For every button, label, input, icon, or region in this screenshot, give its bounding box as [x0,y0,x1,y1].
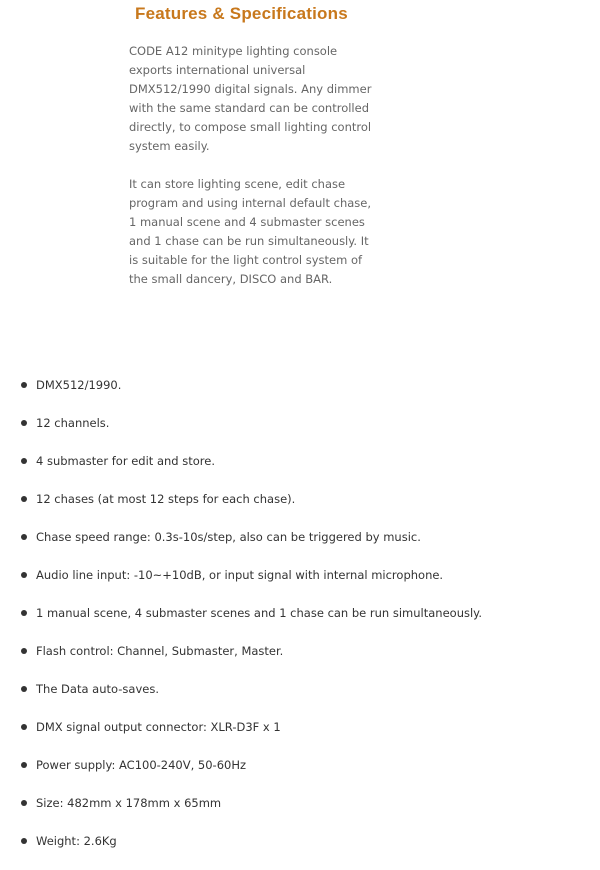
spec-item [0,680,482,718]
spec-text: 1 manual scene, 4 submaster scenes and 1 chase can be run simultaneously. [36,606,482,620]
page-title: Features & Specifications [135,4,348,23]
bullet-icon [21,762,27,768]
bullet-icon [21,648,27,654]
bullet-icon [21,496,27,502]
spec-item [0,642,482,680]
spec-item [0,376,482,414]
bullet-icon [21,534,27,540]
intro-line: system easily. [129,139,210,153]
intro-line: DMX512/1990 digital signals. Any dimmer [129,82,372,96]
spec-text: Audio line input: -10~+10dB, or input signal with internal microphone. [36,568,444,582]
spec-text: Chase speed range: 0.3s-10s/step, also can be triggered by music. [36,530,421,544]
spec-text: Flash control: Channel, Submaster, Master. [36,644,284,658]
bullet-icon [21,686,27,692]
intro-line: is suitable for the light control system of [129,253,363,267]
intro-line: directly, to compose small lighting control [129,120,372,134]
bullet-icon [21,838,27,844]
bullet-icon [21,458,27,464]
spec-text: Power supply: AC100-240V, 50-60Hz [36,758,247,772]
intro-text [129,42,379,289]
bullet-icon [21,382,27,388]
intro-line: program and using internal default chase, [129,196,372,210]
spec-item [0,528,482,566]
bullet-icon [21,800,27,806]
intro-line: CODE A12 minitype lighting console [129,44,338,58]
spec-text: Weight: 2.6Kg [36,834,117,848]
spec-text: Size: 482mm x 178mm x 65mm [36,796,222,810]
spec-item [0,490,482,528]
spec-text: DMX signal output connector: XLR-D3F x 1 [36,720,281,734]
bullet-icon [21,724,27,730]
spec-text: 12 channels. [36,416,110,430]
intro-paragraph-1 [129,42,379,156]
spec-item [0,414,482,452]
intro-line: exports international universal [129,63,306,77]
spec-item [0,794,482,832]
intro-line: It can store lighting scene, edit chase [129,177,346,191]
intro-line: and 1 chase can be run simultaneously. It [129,234,369,248]
spec-text: The Data auto-saves. [36,682,159,696]
bullet-icon [21,420,27,426]
intro-paragraph-2 [129,175,379,289]
spec-list [0,376,482,870]
spec-item [0,718,482,756]
intro-line: 1 manual scene and 4 submaster scenes [129,215,365,229]
spec-item [0,832,482,870]
spec-text: 4 submaster for edit and store. [36,454,215,468]
bullet-icon [21,572,27,578]
spec-item [0,452,482,490]
spec-item [0,566,482,604]
intro-line: the small dancery, DISCO and BAR. [129,272,333,286]
bullet-icon [21,610,27,616]
spec-item [0,756,482,794]
spec-text: 12 chases (at most 12 steps for each chase). [36,492,296,506]
intro-line: with the same standard can be controlled [129,101,369,115]
spec-item [0,604,482,642]
spec-text: DMX512/1990. [36,378,122,392]
